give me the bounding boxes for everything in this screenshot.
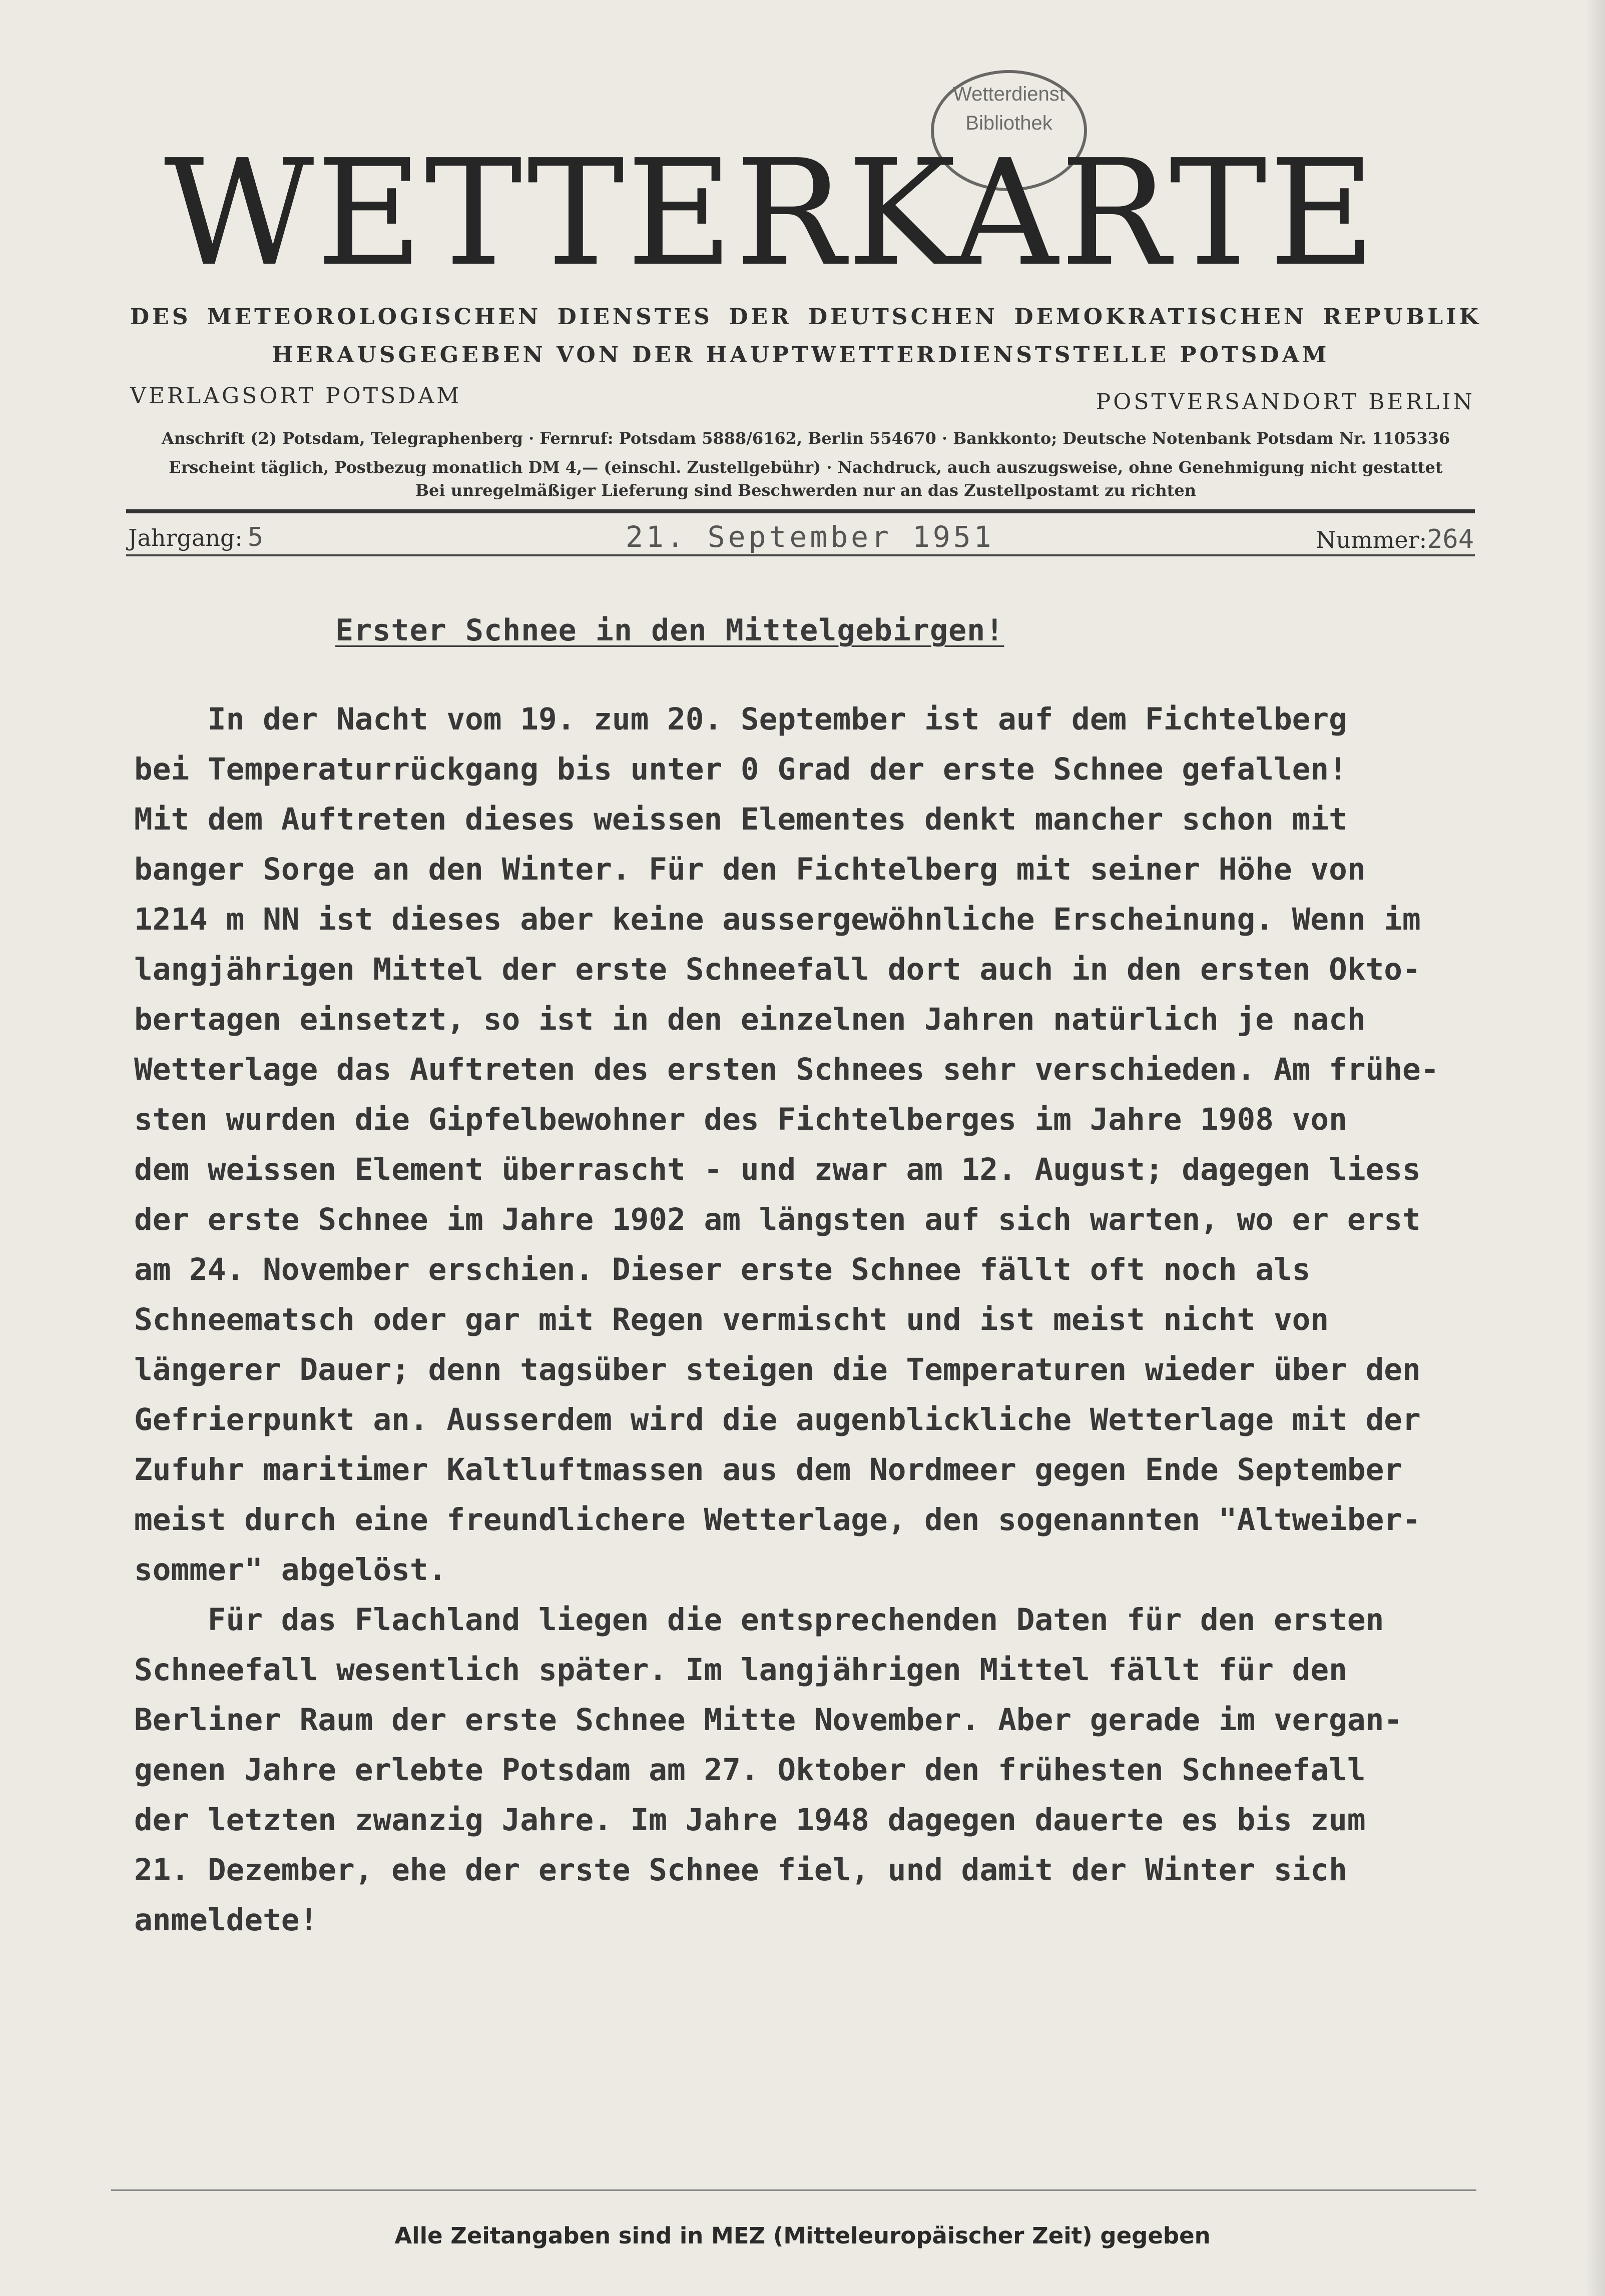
article-line: langjährigen Mittel der erste Schneefall dort auch in den ersten Okto- [134,952,1421,987]
article-line: meist durch eine freundlichere Wetterlage, den sogenannten "Altweiber- [134,1502,1421,1538]
masthead-title: WETTERKARTE [164,128,1378,298]
complaint-info-text-a: Bei unregelmäßiger Lieferung sind Beschwerden [415,481,863,500]
article-line: 1214 m NN ist dieses aber keine aussergewöhnliche Erscheinung. Wenn im [134,902,1421,937]
article-line: 21. Dezember, ehe der erste Schnee fiel, und damit der Winter sich [134,1852,1347,1888]
issue-date: 21. September 1951 [626,520,994,554]
issue-number [1316,526,1474,552]
article-line: der erste Schnee im Jahre 1902 am längsten auf sich warten, wo er erst [134,1202,1421,1237]
article-body [134,694,1565,1945]
masthead-subtitle-2: HERAUSGEGEBEN VON DER HAUPTWETTERDIENSTSTELLE POTSDAM [272,342,1330,368]
article-line: anmeldete! [134,1902,318,1938]
article-line: Zufuhr maritimer Kaltluftmassen aus dem Nordmeer gegen Ende September [134,1452,1403,1487]
nummer-label: Nummer: [1316,526,1427,553]
article-line: genen Jahre erlebte Potsdam am 27. Oktober den frühesten Schneefall [134,1752,1366,1788]
article-line: Schneefall wesentlich später. Im langjährigen Mittel fällt für den [134,1652,1347,1688]
footer-note: Alle Zeitangaben sind in MEZ (Mitteleuropäischer Zeit) gegeben [394,2222,1211,2249]
stamp-line-2: Bibliothek [965,112,1052,134]
article-line: bertagen einsetzt, so ist in den einzelnen Jahren natürlich je nach [134,1002,1366,1037]
footer-rule [111,2189,1476,2191]
page-edge-shadow [1585,0,1605,2296]
article-line: sten wurden die Gipfelbewohner des Fichtelberges im Jahre 1908 von [134,1102,1347,1137]
jahrgang-label: Jahrgang: [128,524,243,551]
article-line: Berliner Raum der erste Schnee Mitte November. Aber gerade im vergan- [134,1702,1403,1738]
subscription-info-line: Erscheint täglich, Postbezug monatlich DM 4,— (einschl. Zustellgebühr) · Nachdruck, auch auszugsweise, ohne Genehmigung nicht gestattet [169,458,1443,477]
article-line: am 24. November erschien. Dieser erste Schnee fällt oft noch als [134,1252,1311,1287]
article-line: Gefrierpunkt an. Ausserdem wird die augenblickliche Wetterlage mit der [134,1402,1421,1437]
masthead-subtitle-1: DES METEOROLOGISCHEN DIENSTES DER DEUTSCHEN DEMOKRATISCHEN REPUBLIK [130,304,1481,330]
article-line: längerer Dauer; denn tagsüber steigen die Temperaturen wieder über den [134,1352,1421,1387]
complaint-info-line [130,482,1481,498]
verlagsort: VERLAGSORT POTSDAM [130,383,462,409]
postversandort: POSTVERSANDORT BERLIN [1096,389,1475,415]
complaint-info-emphasis: nur [863,481,895,500]
article-title: Erster Schnee in den Mittelgebirgen! [335,613,1004,648]
article-line: banger Sorge an den Winter. Für den Fichtelberg mit seiner Höhe von [134,852,1366,887]
article-line: der letzten zwanzig Jahre. Im Jahre 1948 dagegen dauerte es bis zum [134,1802,1366,1838]
contact-info-line: Anschrift (2) Potsdam, Telegraphenberg · Fernruf: Potsdam 5888/6162, Berlin 554670 · Bankkonto; Deutsche Notenbank Potsdam Nr. 1105336 [161,429,1450,448]
jahrgang [128,524,263,550]
article-line: Schneematsch oder gar mit Regen vermischt und ist meist nicht von [134,1302,1329,1337]
jahrgang-value: 5 [247,522,264,552]
header-rule-top [126,509,1475,513]
article-line: Mit dem Auftreten dieses weissen Elementes denkt mancher schon mit [134,802,1347,837]
complaint-info-text-c: an das Zustellpostamt zu richten [894,481,1197,500]
article-line: In der Nacht vom 19. zum 20. September ist auf dem Fichtelberg [134,701,1347,737]
article-line: Wetterlage das Auftreten des ersten Schnees sehr verschieden. Am frühe- [134,1052,1439,1087]
article-line: bei Temperaturrückgang bis unter 0 Grad der erste Schnee gefallen! [134,751,1347,787]
header-rule-bottom [126,554,1475,556]
nummer-value: 264 [1427,524,1474,554]
stamp-line-1: Wetterdienst [953,83,1065,105]
article-line: sommer" abgelöst. [134,1552,447,1588]
article-line: dem weissen Element überrascht - und zwar am 12. August; dagegen liess [134,1152,1421,1187]
article-line: Für das Flachland liegen die entsprechenden Daten für den ersten [134,1602,1384,1638]
